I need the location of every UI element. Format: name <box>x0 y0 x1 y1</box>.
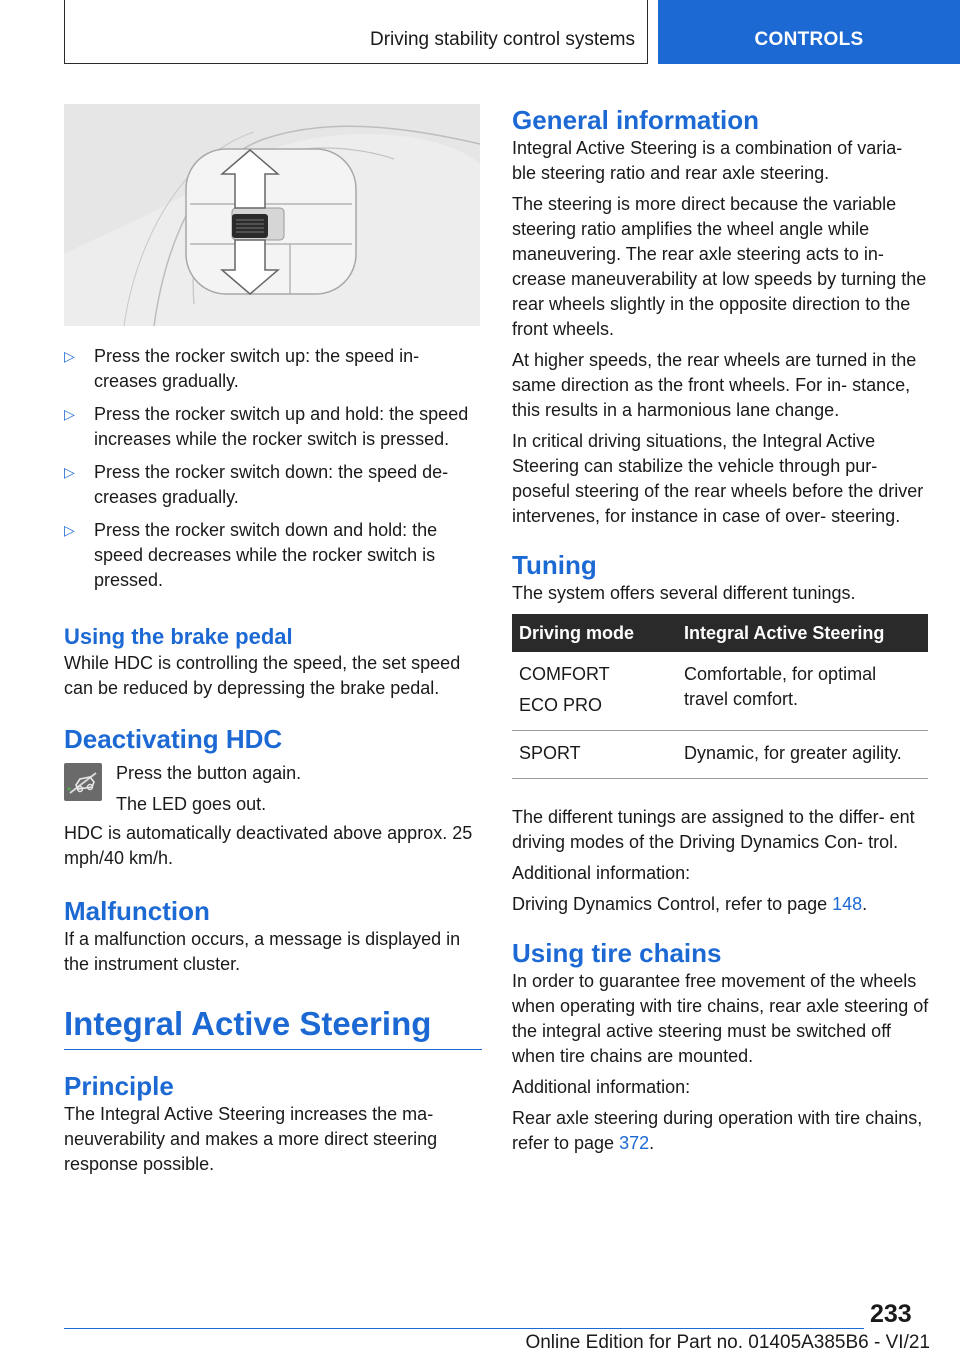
list-item: ▷ Press the rocker switch up: the speed in- creases gradually. <box>64 346 420 391</box>
general-paragraph-2: The steering is more direct because the variable steering ratio amplifies the wheel angle while maneuvering. The rear axle steering acts to in- crease maneuverability at low speeds by turning the rear wheels slightly in the opposite direction to the front wheels. <box>512 194 927 339</box>
list-item: ▷ Press the rocker switch down and hold: the speed decreases while the rocker switch is pressed. <box>64 520 438 590</box>
general-information-heading: General information <box>512 105 760 135</box>
page-number: 233 <box>870 1300 912 1328</box>
general-paragraph-1: Integral Active Steering is a combination of varia- ble steering ratio and rear axle steering. <box>512 138 903 183</box>
mode-cell <box>512 652 677 731</box>
additional-info-label: Additional information: <box>512 863 691 883</box>
mode-cell: SPORT <box>512 731 677 779</box>
integral-active-steering-heading: Integral Active Steering <box>64 1005 432 1042</box>
rocker-switch-drawing <box>64 104 480 326</box>
hdc-step-led: The LED goes out. <box>116 794 267 814</box>
additional-info-label-2: Additional information: <box>512 1077 691 1097</box>
list-item: ▷ Press the rocker switch down: the speed de- creases gradually. <box>64 462 449 507</box>
hdc-step-press: Press the button again. <box>116 763 302 783</box>
table-row <box>512 652 928 731</box>
chapter-title: CONTROLS <box>754 29 864 50</box>
brake-pedal-heading: Using the brake pedal <box>64 624 293 649</box>
footer-divider <box>64 1328 864 1329</box>
integral-active-steering-heading-block <box>64 1003 482 1050</box>
edition-footer: Online Edition for Part no. 01405A385B6 - VI/21 <box>525 1332 930 1353</box>
malfunction-heading: Malfunction <box>64 896 210 926</box>
description-cell: Dynamic, for greater agility. <box>677 731 928 779</box>
page-link-148[interactable]: 148 <box>832 894 863 914</box>
triangle-bullet-icon: ▷ <box>64 348 75 364</box>
steering-wheel-illustration <box>64 104 480 326</box>
tuning-table <box>512 614 928 779</box>
malfunction-text: If a malfunction occurs, a message is displayed in the instrument cluster. <box>64 929 461 974</box>
description-cell: Comfortable, for optimal travel comfort. <box>677 652 928 731</box>
triangle-bullet-icon: ▷ <box>64 406 75 422</box>
section-title: Driving stability control systems <box>369 29 635 50</box>
brake-pedal-text: While HDC is controlling the speed, the set speed can be reduced by depressing the brake pedal. <box>64 653 461 698</box>
tuning-intro: The system offers several different tunings. <box>512 583 856 603</box>
column-header-integral-active-steering: Integral Active Steering <box>677 614 928 652</box>
tire-chains-heading: Using tire chains <box>512 938 722 968</box>
hdc-button-icon <box>64 763 102 801</box>
principle-text: The Integral Active Steering increases the ma- neuverability and makes a more direct steering response possible. <box>64 1104 438 1174</box>
column-header-driving-mode: Driving mode <box>512 614 677 652</box>
principle-heading: Principle <box>64 1071 174 1101</box>
tuning-assignment-text: The different tunings are assigned to the differ- ent driving modes of the Driving Dynamics Con- trol. <box>512 807 915 852</box>
general-paragraph-4: In critical driving situations, the Integral Active Steering can stabilize the vehicle through pur- poseful steering of the rear wheels before the driver intervenes, for instance in case of over- steering. <box>512 431 924 526</box>
triangle-bullet-icon: ▷ <box>64 464 75 480</box>
list-item: ▷ Press the rocker switch up and hold: the speed increases while the rocker switch is pressed. <box>64 404 469 449</box>
mode-comfort: COMFORT <box>519 664 610 684</box>
running-header <box>64 0 648 64</box>
mode-eco-pro: ECO PRO <box>519 695 603 715</box>
hdc-button-instruction <box>64 761 482 817</box>
tire-chains-reference: Rear axle steering during operation with tire chains, refer to page 372. <box>512 1108 923 1153</box>
page-link-372[interactable]: 372 <box>619 1133 650 1153</box>
deactivating-hdc-heading: Deactivating HDC <box>64 724 283 754</box>
chapter-tab <box>658 0 960 64</box>
table-row <box>512 731 928 779</box>
tuning-heading: Tuning <box>512 550 597 580</box>
hdc-auto-deactivate-text: HDC is automatically deactivated above approx. 25 mph/40 km/h. <box>64 823 473 868</box>
right-column <box>512 104 930 1162</box>
rocker-switch-steps <box>64 344 482 593</box>
ddc-reference: Driving Dynamics Control, refer to page 148. <box>512 894 868 914</box>
general-paragraph-3: At higher speeds, the rear wheels are turned in the same direction as the front wheels. For in- stance, this results in a harmonious lane change. <box>512 350 917 420</box>
tire-chains-text: In order to guarantee free movement of the wheels when operating with tire chains, rear axle steering of the integral active steering must be switched off when tire chains are mounted. <box>512 971 929 1066</box>
triangle-bullet-icon: ▷ <box>64 522 75 538</box>
left-column <box>64 104 482 1183</box>
table-header-row <box>512 614 928 652</box>
